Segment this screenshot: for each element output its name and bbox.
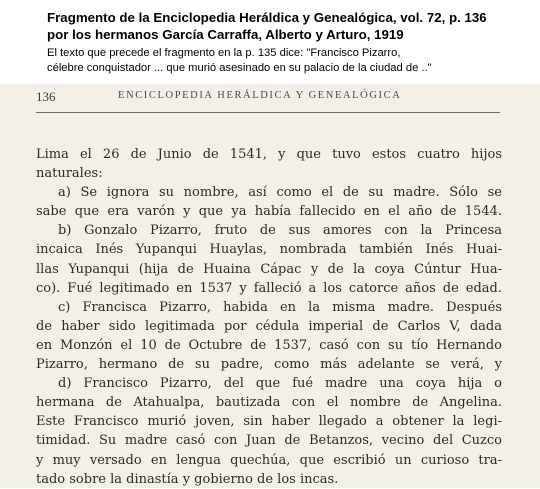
text-line: Lima el 26 de Junio de 1541, y que tuvo estos cuatro hijos: [36, 147, 502, 162]
text-line: incaica Inés Yupanqui Huaylas, nombrada también Inés Huai-: [36, 242, 502, 258]
text-line: tado sobre la dinastía y gobierno de los incas.: [36, 471, 339, 487]
text-line: sabe que era varón y que ya había fallecido en el año de 1544.: [36, 204, 502, 220]
header-rule: [36, 112, 500, 113]
running-head: ENCICLOPEDIA HERÁLDICA Y GENEALÓGICA: [118, 90, 402, 101]
caption: [0, 0, 540, 84]
text-line: a) Se ignora su nombre, así como el de su madre. Sólo se: [58, 185, 502, 201]
scanned-page: [0, 84, 540, 488]
body-text: [36, 145, 502, 489]
text-line: d) Francisco Pizarro, del que fué madre una coya hija o: [58, 376, 502, 392]
text-line: en Monzón el 10 de Octubre de 1537, casó con su tío Hernando: [36, 337, 502, 353]
text-line: hermana de Atahualpa, bautizada con el nombre de Angelina.: [36, 395, 502, 411]
text-line: llas Yupanqui (hija de Huaina Cápac y de la coya Cúntur Hua-: [36, 261, 502, 277]
page-number: 136: [36, 89, 56, 104]
text-line: Este Francisco murió joven, sin haber llegado a obtener la legi-: [36, 414, 502, 430]
text-line: b) Gonzalo Pizarro, fruto de sus amores con la Princesa: [58, 223, 502, 239]
text-line: y muy versado en lengua quechúa, que escribió un curioso tra-: [36, 452, 502, 468]
caption-title-line: Fragmento de la Enciclopedia Heráldica y Genealógica, vol. 72, p. 136: [47, 10, 487, 25]
text-line: de haber sido legitimada por cédula imperial de Carlos V, dada: [36, 318, 502, 334]
text-line: Pizarro, hermano de su padre, como más adelante se verá, y: [36, 357, 502, 373]
caption-note-line: célebre conquistador ... que murió asesinado en su palacio de la ciudad de ..": [47, 62, 432, 74]
caption-note-line: El texto que precede el fragmento en la p. 135 dice: "Francisco Pizarro,: [47, 47, 401, 59]
text-line: timidad. Su madre casó con Juan de Betanzos, vecino del Cuzco: [36, 433, 502, 449]
text-line: c) Francisca Pizarro, habida en la misma madre. Después: [58, 299, 502, 315]
text-line: co). Fué legitimado en 1537 y falleció a los catorce años de edad.: [36, 280, 502, 296]
caption-title-line: por los hermanos García Carraffa, Alberto y Arturo, 1919: [47, 27, 404, 42]
caption-title: [47, 9, 487, 43]
caption-note: [47, 46, 432, 76]
text-line: naturales:: [36, 166, 103, 182]
